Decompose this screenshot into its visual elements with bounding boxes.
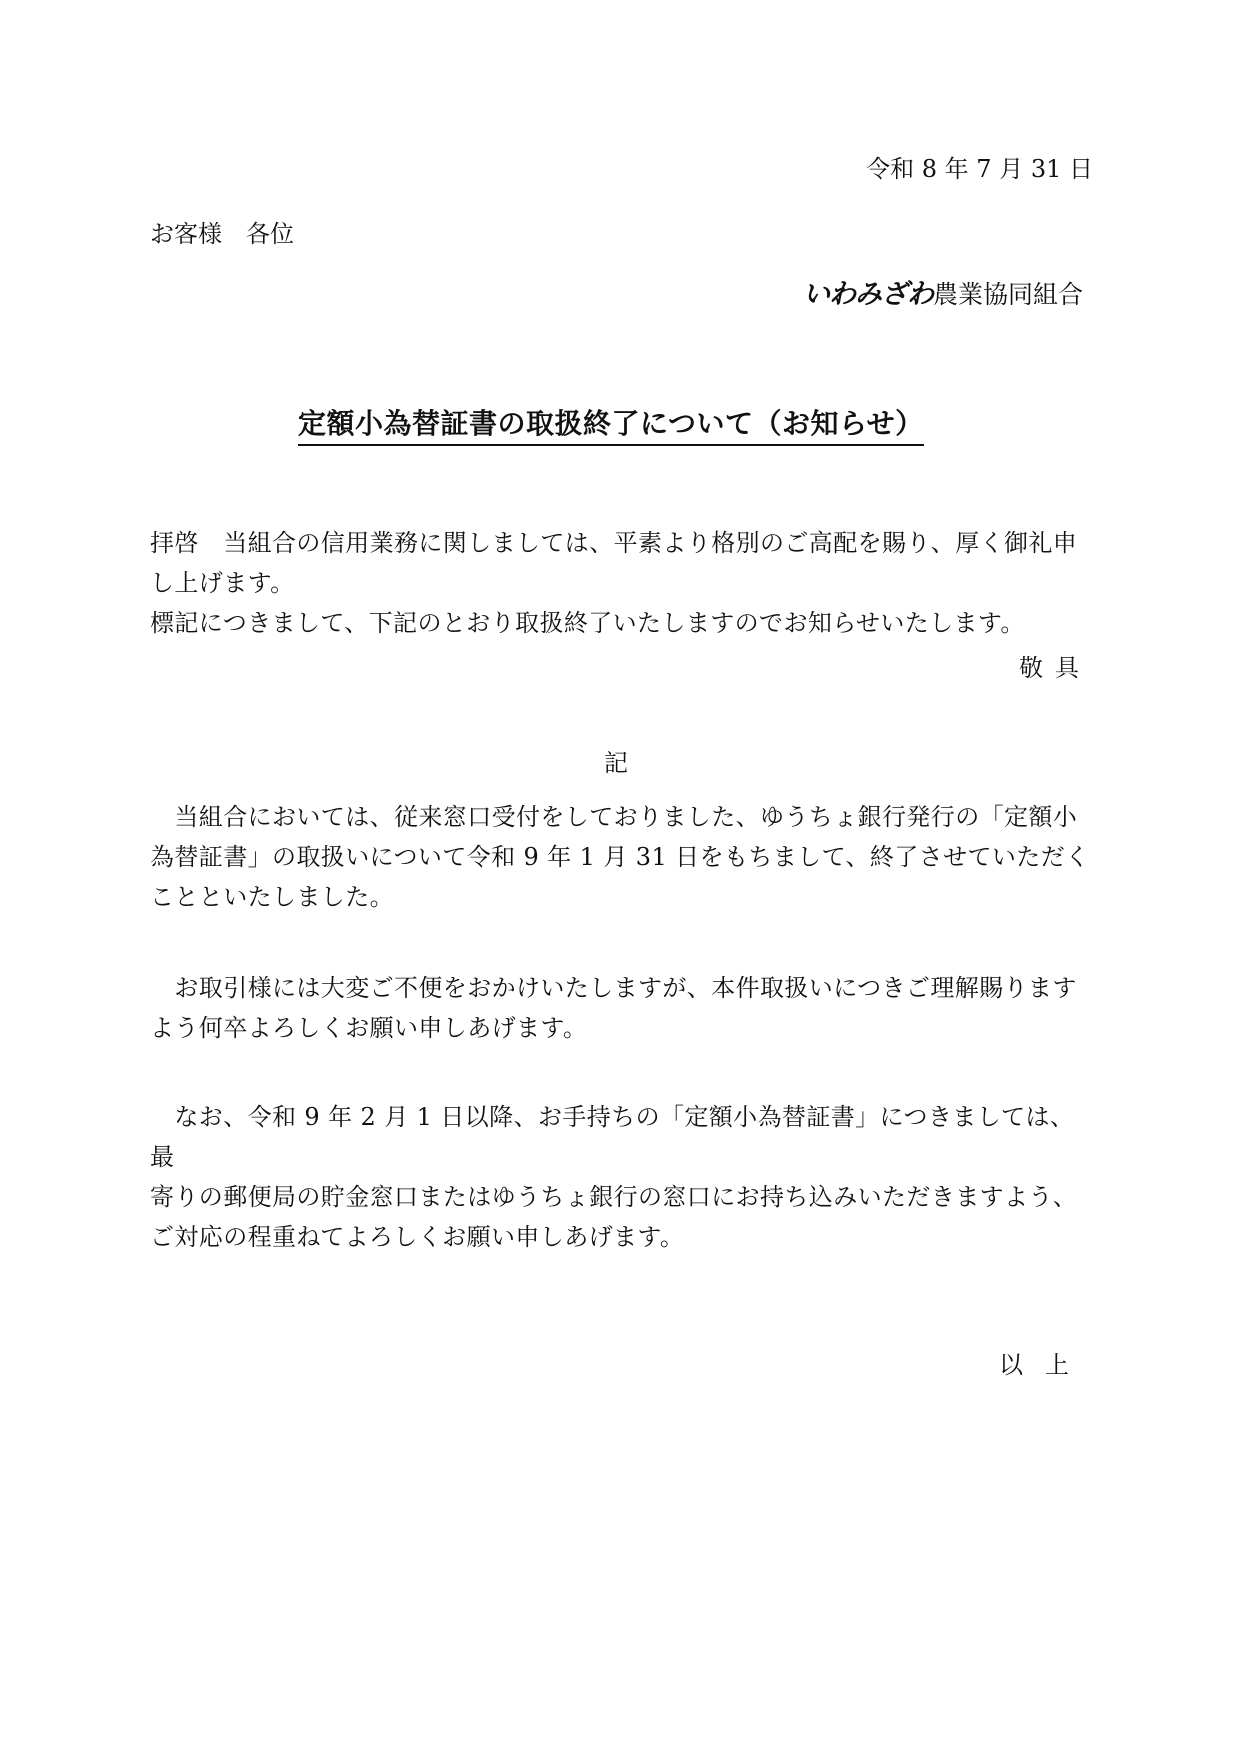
- greeting-paragraph: [150, 523, 1090, 643]
- body-line: よう何卒よろしくお願い申しあげます。: [150, 1014, 588, 1042]
- body-line: ことといたしました。: [150, 883, 394, 911]
- body-paragraph-3: [150, 1097, 1090, 1257]
- issuer-org-type: 農業協同組合: [932, 280, 1083, 309]
- body-line: 寄りの郵便局の貯金窓口またはゆうちょ銀行の窓口にお持ち込みいただきますよう、: [150, 1183, 1078, 1211]
- closing-keigu: 敬具: [1019, 654, 1091, 682]
- recipient: お客様 各位: [150, 220, 294, 248]
- document-date: 令和 8 年 7 月 31 日: [866, 155, 1093, 183]
- body-paragraph-1: [150, 797, 1090, 917]
- greeting-line: し上げます。: [150, 569, 295, 597]
- end-mark: 以上: [999, 1351, 1091, 1379]
- body-line: ご対応の程重ねてよろしくお願い申しあげます。: [150, 1223, 685, 1251]
- body-line: お取引様には大変ご不便をおかけいたしますが、本件取扱いにつきご理解賜ります: [150, 974, 1077, 1002]
- greeting-line: 拝啓 当組合の信用業務に関しましては、平素より格別のご高配を賜り、厚く御礼申: [150, 529, 1078, 557]
- body-line: 当組合においては、従来窓口受付をしておりました、ゆうちょ銀行発行の「定額小: [150, 803, 1078, 831]
- greeting-line: 標記につきまして、下記のとおり取扱終了いたしますのでお知らせいたします。: [150, 609, 1025, 637]
- issuer-brand-name: いわみざわ: [802, 279, 933, 310]
- body-line: なお、令和 9 年 2 月 1 日以降、お手持ちの「定額小為替証書」につきましては、最: [150, 1103, 1075, 1171]
- issuer-organization: [803, 280, 1083, 310]
- ki-heading: 記: [604, 749, 628, 777]
- body-line: 為替証書」の取扱いについて令和 9 年 1 月 31 日をもちまして、終了させていただく: [150, 843, 1090, 871]
- document-title: 定額小為替証書の取扱終了について（お知らせ）: [298, 406, 924, 446]
- body-paragraph-2: [150, 968, 1090, 1048]
